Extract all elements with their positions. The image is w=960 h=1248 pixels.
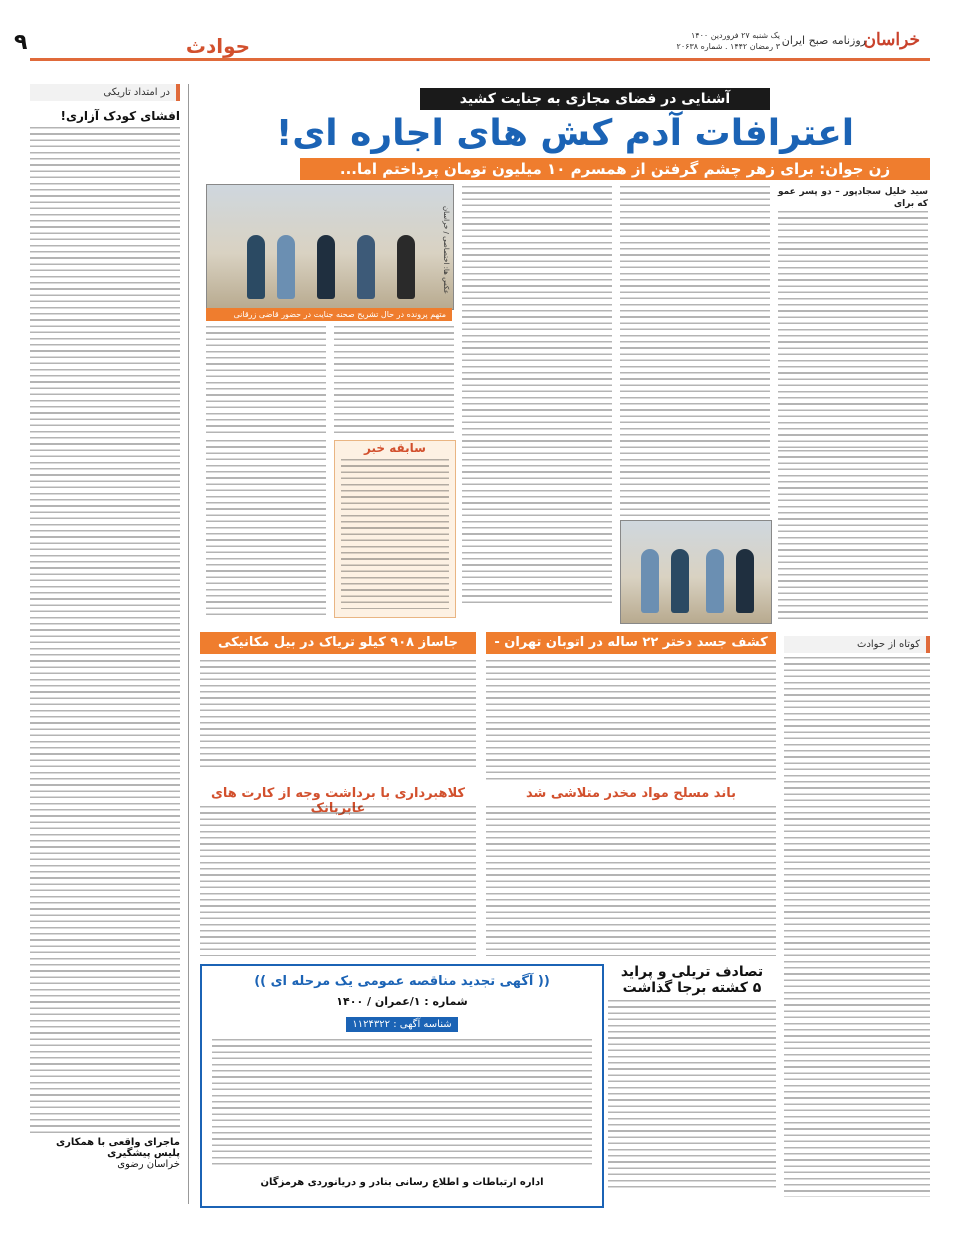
ad-body <box>212 1039 592 1169</box>
lead-photo-caption: متهم پرونده در حال تشریح صحنه جنایت در حضور قاضی زرقانی <box>206 308 452 321</box>
lead-photo-bottom <box>620 520 772 624</box>
lead-body-col-7 <box>206 440 326 616</box>
story-jasaz-headline: جاساز ۹۰۸ کیلو تریاک در بیل مکانیکی لوفت! <box>200 632 476 654</box>
lead-body-col-4 <box>778 450 928 620</box>
column-divider <box>188 84 189 1204</box>
photo-figure <box>317 235 335 299</box>
story-kolahbardari-headline: کلاهبرداری با برداشت وجه از کارت های عابربانک <box>211 786 465 816</box>
date-solar: یک شنبه ۲۷ فروردین ۱۴۰۰ <box>690 31 780 40</box>
newspaper-logo: خراسان <box>863 30 920 50</box>
photo-figure <box>397 235 415 299</box>
ad-footer: اداره ارتباطات و اطلاع رسانی بنادر و دریانوردی هرمزگان <box>260 1177 544 1188</box>
left-column <box>30 84 180 1204</box>
ad-title: (( آگهی تجدید مناقصه عمومی یک مرحله ای )) <box>254 974 550 989</box>
author-line-1: ماجرای واقعی با همکاری پلیس پیشگیری <box>55 1137 180 1159</box>
story-band-body <box>486 806 776 956</box>
author-line-2: خراسان رضوی <box>117 1159 180 1170</box>
newspaper-subtitle: روزنامه صبح ایران <box>781 34 866 47</box>
ad-badge: شناسه آگهی : ۱۱۲۴۳۲۲ <box>346 1017 457 1032</box>
lead-byline: سید خلیل سجادپور – دو پسر عمو که برای <box>778 187 928 210</box>
page-number: ۹ <box>14 30 28 55</box>
photo-credit: عکس ها: اختصاصی / خراسان <box>442 205 450 294</box>
story-tasadof-headline: تصادف تریلی و پراید <box>620 964 764 980</box>
lead-body-col-6 <box>334 326 454 434</box>
lead-photo-top <box>206 184 454 310</box>
header-rule <box>30 58 930 61</box>
story-tasadof-subheadline: ۵ کشته برجا گذاشت <box>622 980 762 996</box>
story-tasadof-body <box>608 1000 776 1190</box>
right-briefs-body <box>784 657 930 1197</box>
lead-kicker: آشنایی در فضای مجازی به جنایت کشید <box>420 88 770 110</box>
section-title: حوادث <box>185 34 251 58</box>
lead-body-col-2 <box>620 186 770 516</box>
ad-number: شماره : ۱/عمران / ۱۴۰۰ <box>336 995 468 1008</box>
column-tag: در امتداد تاریکی <box>30 84 180 101</box>
story-kolahbardari-body <box>200 806 476 956</box>
date-issue: ۳ رمضان ۱۴۴۲ . شماره ۲۰۶۳۸ <box>676 42 780 51</box>
story-band-headline: باند مسلح مواد مخدر متلاشی شد <box>526 786 736 801</box>
photo-figure <box>247 235 265 299</box>
right-briefs-tag: کوتاه از حوادث <box>784 636 930 653</box>
story-jasaz-body <box>200 660 476 770</box>
photo-figure <box>706 549 724 613</box>
masthead <box>670 30 920 56</box>
left-column-body <box>30 127 180 1137</box>
photo-figure <box>671 549 689 613</box>
lead-body-col-3 <box>462 186 612 606</box>
story-tasadof <box>608 964 776 1204</box>
lead-subhead: زن جوان: برای زهر چشم گرفتن از همسرم ۱۰ میلیون تومان پرداختم اما... <box>300 158 930 180</box>
photo-figure <box>641 549 659 613</box>
left-column-headline: افشای کودک آزاری! <box>60 109 180 123</box>
background-box-body <box>341 459 449 609</box>
lead-body-end <box>462 612 612 622</box>
tender-ad <box>200 964 604 1208</box>
lead-body-col-5 <box>206 326 326 434</box>
right-briefs <box>784 636 930 1204</box>
photo-figure <box>277 235 295 299</box>
dateline <box>670 30 780 52</box>
lead-headline: اعترافات آدم کش های اجاره ای! <box>275 113 855 154</box>
story-kashf-body <box>486 660 776 780</box>
background-box-title: سابقه خبر <box>364 441 426 455</box>
photo-figure <box>357 235 375 299</box>
lead-body-col-1 <box>778 186 928 444</box>
photo-figure <box>736 549 754 613</box>
background-box <box>334 440 456 618</box>
story-kashf-headline: کشف جسد دختر ۲۲ ساله در اتوبان تهران - کرج <box>486 632 776 654</box>
